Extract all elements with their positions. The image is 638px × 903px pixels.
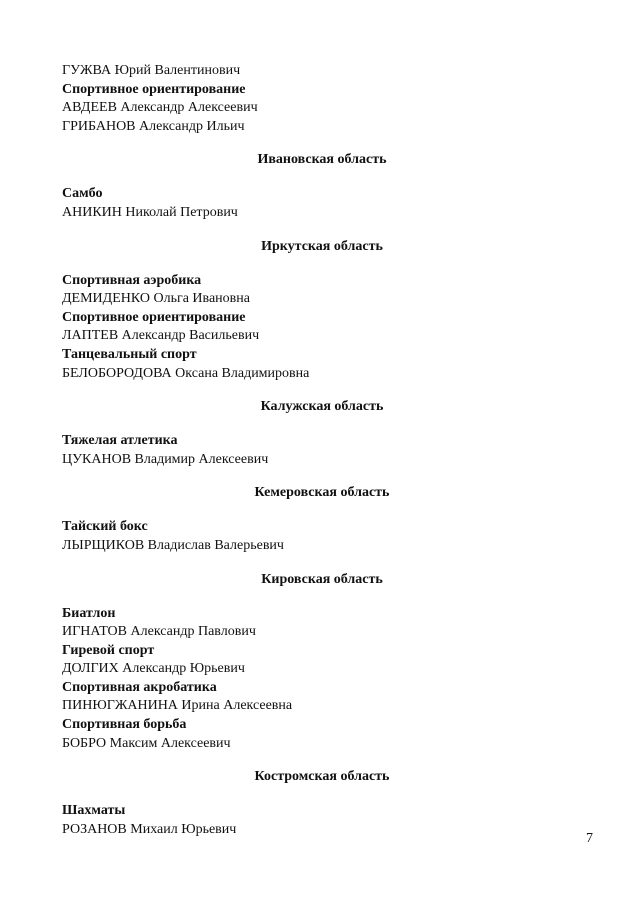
- sport-heading: Спортивное ориентирование: [62, 309, 246, 325]
- region-heading: Калужская область: [260, 399, 384, 415]
- person-name: БЕЛОБОРОДОВА Оксана Владимировна: [62, 365, 310, 381]
- spacer: [62, 136, 582, 151]
- person-name: РОЗАНОВ Михаил Юрьевич: [62, 821, 237, 837]
- person-name: БОБРО Максим Алексеевич: [62, 735, 231, 751]
- spacer: [62, 786, 582, 802]
- sport-heading: Биатлон: [62, 605, 116, 621]
- spacer: [62, 502, 582, 518]
- spacer: [62, 556, 582, 571]
- person-name: ЛАПТЕВ Александр Васильевич: [62, 328, 260, 344]
- spacer: [62, 416, 582, 432]
- person-name: ГРИБАНОВ Александр Ильич: [62, 118, 245, 134]
- person-name: ЦУКАНОВ Владимир Алексеевич: [62, 451, 269, 467]
- spacer: [62, 589, 582, 605]
- sport-heading: Спортивное ориентирование: [62, 81, 246, 97]
- spacer: [62, 169, 582, 185]
- spacer: [62, 223, 582, 238]
- sport-heading: Шахматы: [62, 803, 126, 819]
- sport-heading: Спортивная борьба: [62, 717, 187, 733]
- sport-heading: Гиревой спорт: [62, 642, 155, 658]
- page-number: 7: [586, 831, 593, 846]
- sport-heading: Спортивная акробатика: [62, 679, 217, 695]
- region-heading: Иркутская область: [261, 238, 383, 254]
- person-name: ЛЫРЩИКОВ Владислав Валерьевич: [62, 537, 284, 553]
- region-heading: Костромская область: [254, 769, 390, 785]
- region-heading: Ивановская область: [257, 152, 387, 168]
- person-name: АНИКИН Николай Петрович: [62, 204, 238, 220]
- person-name: ДОЛГИХ Александр Юрьевич: [62, 661, 245, 677]
- sport-heading: Спортивная аэробика: [62, 272, 202, 288]
- region-heading: Кировская область: [261, 571, 383, 587]
- person-name: ГУЖВА Юрий Валентинович: [62, 63, 241, 78]
- person-name: АВДЕЕВ Александр Алексеевич: [62, 100, 258, 116]
- sport-heading: Танцевальный спорт: [62, 346, 197, 362]
- spacer: [62, 469, 582, 484]
- sport-heading: Тайский бокс: [62, 519, 148, 535]
- region-heading: Кемеровская область: [254, 485, 390, 501]
- spacer: [62, 753, 582, 768]
- document-body: [62, 62, 582, 839]
- person-name: ИГНАТОВ Александр Павлович: [62, 624, 256, 640]
- spacer: [62, 256, 582, 272]
- sport-heading: Самбо: [62, 186, 103, 202]
- spacer: [62, 383, 582, 398]
- person-name: ДЕМИДЕНКО Ольга Ивановна: [62, 291, 250, 307]
- sport-heading: Тяжелая атлетика: [62, 433, 178, 449]
- person-name: ПИНЮГЖАНИНА Ирина Алексеевна: [62, 698, 293, 714]
